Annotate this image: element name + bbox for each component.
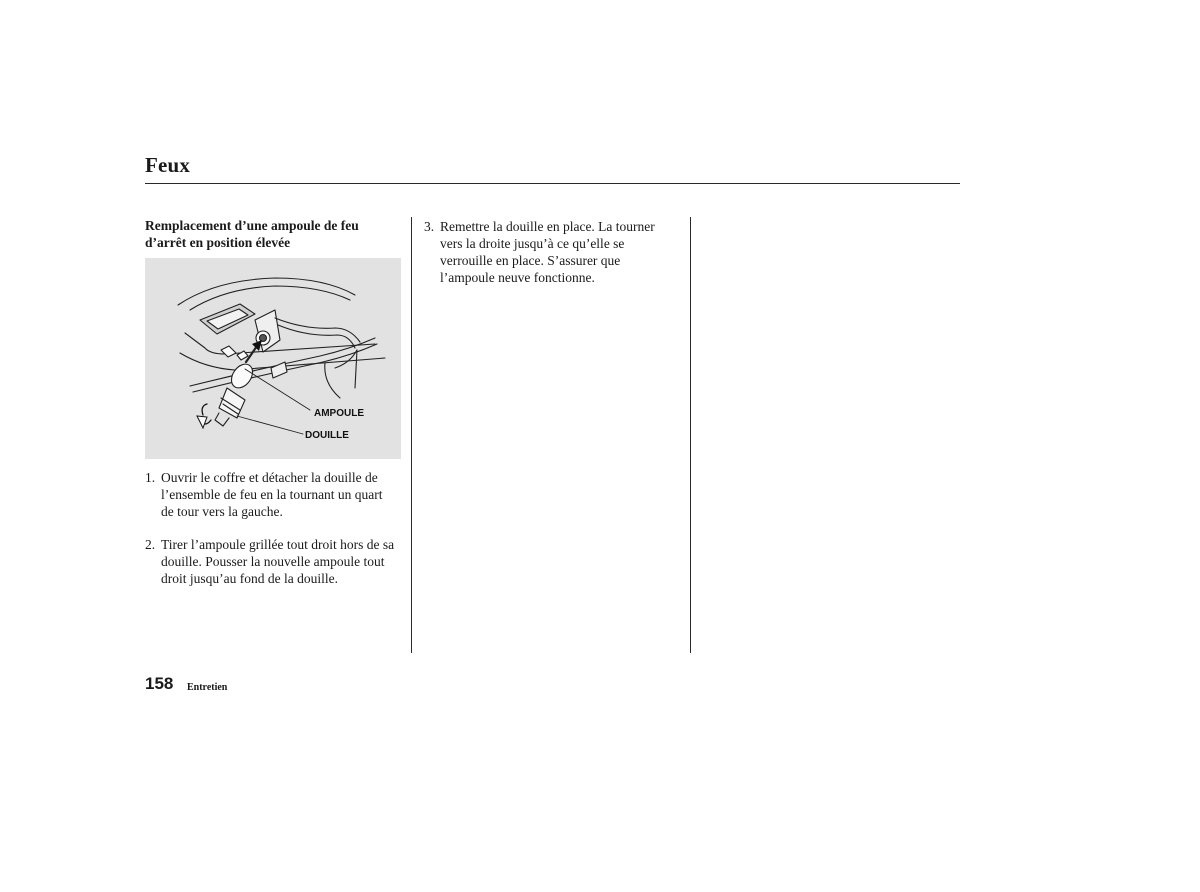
column-divider-right bbox=[690, 217, 691, 653]
socket-label: DOUILLE bbox=[305, 430, 349, 441]
step-number: 3. bbox=[424, 219, 435, 234]
bulb-replacement-illustration bbox=[145, 258, 401, 459]
column-divider-left bbox=[411, 217, 412, 653]
section-subheading: Remplacement d’une ampoule de feu d’arrêt en position élevée bbox=[145, 218, 359, 250]
step-text: Remettre la douille en place. La tourner vers la droite jusqu’à ce qu’elle se verrouille en place. S’assurer que l’ampoule neuve fonctionne. bbox=[440, 219, 655, 285]
step-text: Tirer l’ampoule grillée tout droit hors de sa douille. Pousser la nouvelle ampoule tout droit jusqu’au fond de la douille. bbox=[161, 537, 395, 586]
illustration-drawing bbox=[145, 258, 401, 459]
bulb-label: AMPOULE bbox=[314, 408, 364, 419]
step-number: 1. bbox=[145, 470, 156, 485]
page-number: 158 bbox=[145, 674, 174, 693]
page-title: Feux bbox=[145, 153, 191, 177]
title-divider bbox=[145, 183, 960, 184]
step-text: Ouvrir le coffre et détacher la douille de l’ensemble de feu en la tournant un quart de tour vers la gauche. bbox=[161, 470, 383, 519]
footer-section-name: Entretien bbox=[187, 682, 228, 693]
step-number: 2. bbox=[145, 537, 156, 552]
